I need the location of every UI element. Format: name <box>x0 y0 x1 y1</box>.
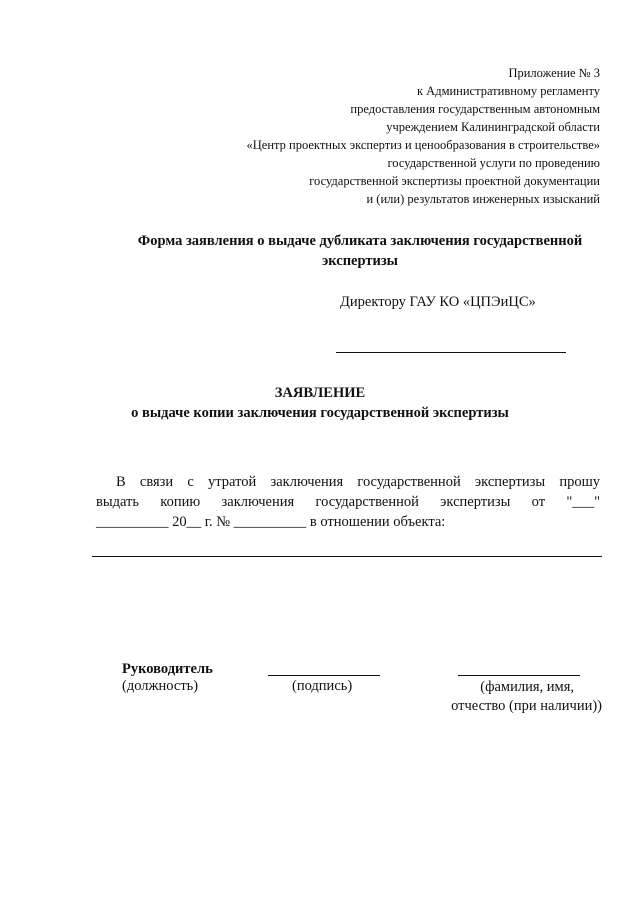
addressee-blank-line <box>336 352 566 353</box>
body-line: В связи с утратой заключения государственной экспертизы прошу <box>116 474 600 490</box>
form-title-line: экспертизы <box>322 253 398 269</box>
appendix-line: государственной экспертизы проектной документации <box>309 174 600 188</box>
statement-title: ЗАЯВЛЕНИЕ <box>274 385 366 401</box>
statement-body <box>96 472 600 532</box>
appendix-line: государственной услуги по проведению <box>387 156 600 170</box>
name-caption-line: (фамилия, имя, <box>480 679 574 695</box>
form-title <box>100 231 620 271</box>
object-blank-line <box>92 556 602 557</box>
appendix-line: предоставления государственным автономным <box>350 102 600 116</box>
head-label: Руководитель <box>122 661 213 677</box>
signature-blank-line <box>268 675 380 676</box>
addressee: Директору ГАУ КО «ЦПЭиЦС» <box>340 294 536 310</box>
appendix-line: и (или) результатов инженерных изысканий <box>366 192 600 206</box>
name-caption-line: отчество (при наличии)) <box>451 698 602 714</box>
appendix-line: Приложение № 3 <box>508 66 600 80</box>
form-title-line: Форма заявления о выдаче дубликата заключения государственной <box>137 233 583 249</box>
position-caption: (должность) <box>122 678 199 694</box>
statement-subtitle: о выдаче копии заключения государственной экспертизы <box>131 405 509 421</box>
name-caption <box>451 678 602 716</box>
statement-heading <box>90 383 550 423</box>
appendix-line: «Центр проектных экспертиз и ценообразования в строительстве» <box>246 138 600 152</box>
appendix-line: учреждением Калининградской области <box>386 120 600 134</box>
body-line: __________ 20__ г. № __________ в отношении объекта: <box>96 514 446 530</box>
appendix-line: к Административному регламенту <box>416 84 600 98</box>
signature-caption: (подпись) <box>292 678 353 694</box>
body-line: выдать копию заключения государственной экспертизы от "___" <box>96 494 600 510</box>
appendix-header <box>247 64 600 208</box>
name-blank-line <box>458 675 580 676</box>
